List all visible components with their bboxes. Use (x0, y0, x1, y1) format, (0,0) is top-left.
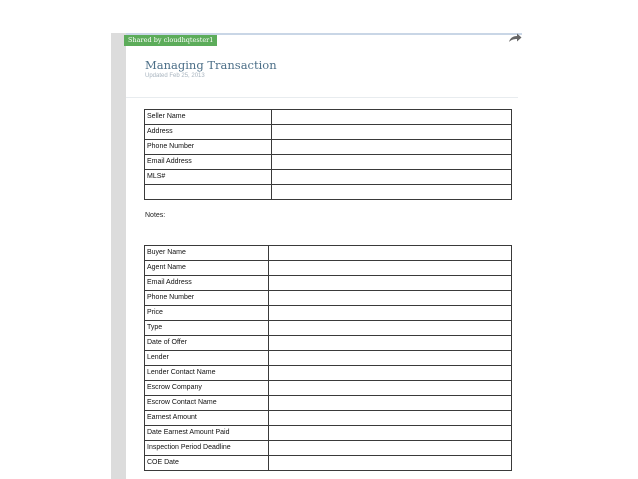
table-row (145, 396, 512, 411)
escrow-company-label: Escrow Company (145, 381, 269, 396)
share-arrow-icon[interactable] (508, 33, 522, 43)
seller-info-table (144, 109, 512, 200)
buyer-name-value[interactable] (269, 246, 512, 261)
table-row (145, 185, 512, 200)
table-row (145, 170, 512, 185)
table-row (145, 351, 512, 366)
escrow-contact-label: Escrow Contact Name (145, 396, 269, 411)
earnest-amount-label: Earnest Amount (145, 411, 269, 426)
type-value[interactable] (269, 321, 512, 336)
earnest-amount-value[interactable] (269, 411, 512, 426)
table-row (145, 276, 512, 291)
seller-name-value[interactable] (272, 110, 512, 125)
seller-phone-value[interactable] (272, 140, 512, 155)
buyer-email-value[interactable] (269, 276, 512, 291)
table-row (145, 155, 512, 170)
inspection-deadline-label: Inspection Period Deadline (145, 441, 269, 456)
table-row (145, 336, 512, 351)
seller-email-label: Email Address (145, 155, 272, 170)
buyer-name-label: Buyer Name (145, 246, 269, 261)
table-row (145, 441, 512, 456)
seller-phone-label: Phone Number (145, 140, 272, 155)
date-of-offer-value[interactable] (269, 336, 512, 351)
document-title: Managing Transaction (145, 58, 277, 72)
address-label: Address (145, 125, 272, 140)
left-margin-bar (111, 33, 126, 479)
table-row (145, 411, 512, 426)
buyer-phone-label: Phone Number (145, 291, 269, 306)
blank-value[interactable] (272, 185, 512, 200)
agent-name-value[interactable] (269, 261, 512, 276)
updated-date: Updated Feb 25, 2013 (145, 73, 205, 79)
price-value[interactable] (269, 306, 512, 321)
buyer-info-table (144, 245, 512, 471)
escrow-company-value[interactable] (269, 381, 512, 396)
table-row (145, 426, 512, 441)
address-value[interactable] (272, 125, 512, 140)
date-of-offer-label: Date of Offer (145, 336, 269, 351)
mls-value[interactable] (272, 170, 512, 185)
earnest-paid-date-value[interactable] (269, 426, 512, 441)
mls-label: MLS# (145, 170, 272, 185)
earnest-paid-date-label: Date Earnest Amount Paid (145, 426, 269, 441)
table-row (145, 366, 512, 381)
lender-value[interactable] (269, 351, 512, 366)
lender-label: Lender (145, 351, 269, 366)
table-row (145, 125, 512, 140)
price-label: Price (145, 306, 269, 321)
agent-name-label: Agent Name (145, 261, 269, 276)
notes-label: Notes: (145, 212, 166, 219)
buyer-email-label: Email Address (145, 276, 269, 291)
table-row (145, 291, 512, 306)
table-row (145, 456, 512, 471)
coe-date-label: COE Date (145, 456, 269, 471)
table-row (145, 381, 512, 396)
buyer-phone-value[interactable] (269, 291, 512, 306)
table-row (145, 321, 512, 336)
header-divider (126, 97, 518, 98)
blank-label (145, 185, 272, 200)
seller-email-value[interactable] (272, 155, 512, 170)
inspection-deadline-value[interactable] (269, 441, 512, 456)
seller-name-label: Seller Name (145, 110, 272, 125)
table-row (145, 306, 512, 321)
type-label: Type (145, 321, 269, 336)
shared-by-badge: Shared by cloudhqtester1 (124, 35, 217, 46)
lender-contact-value[interactable] (269, 366, 512, 381)
escrow-contact-value[interactable] (269, 396, 512, 411)
table-row (145, 140, 512, 155)
table-row (145, 261, 512, 276)
lender-contact-label: Lender Contact Name (145, 366, 269, 381)
coe-date-value[interactable] (269, 456, 512, 471)
table-row (145, 110, 512, 125)
table-row (145, 246, 512, 261)
